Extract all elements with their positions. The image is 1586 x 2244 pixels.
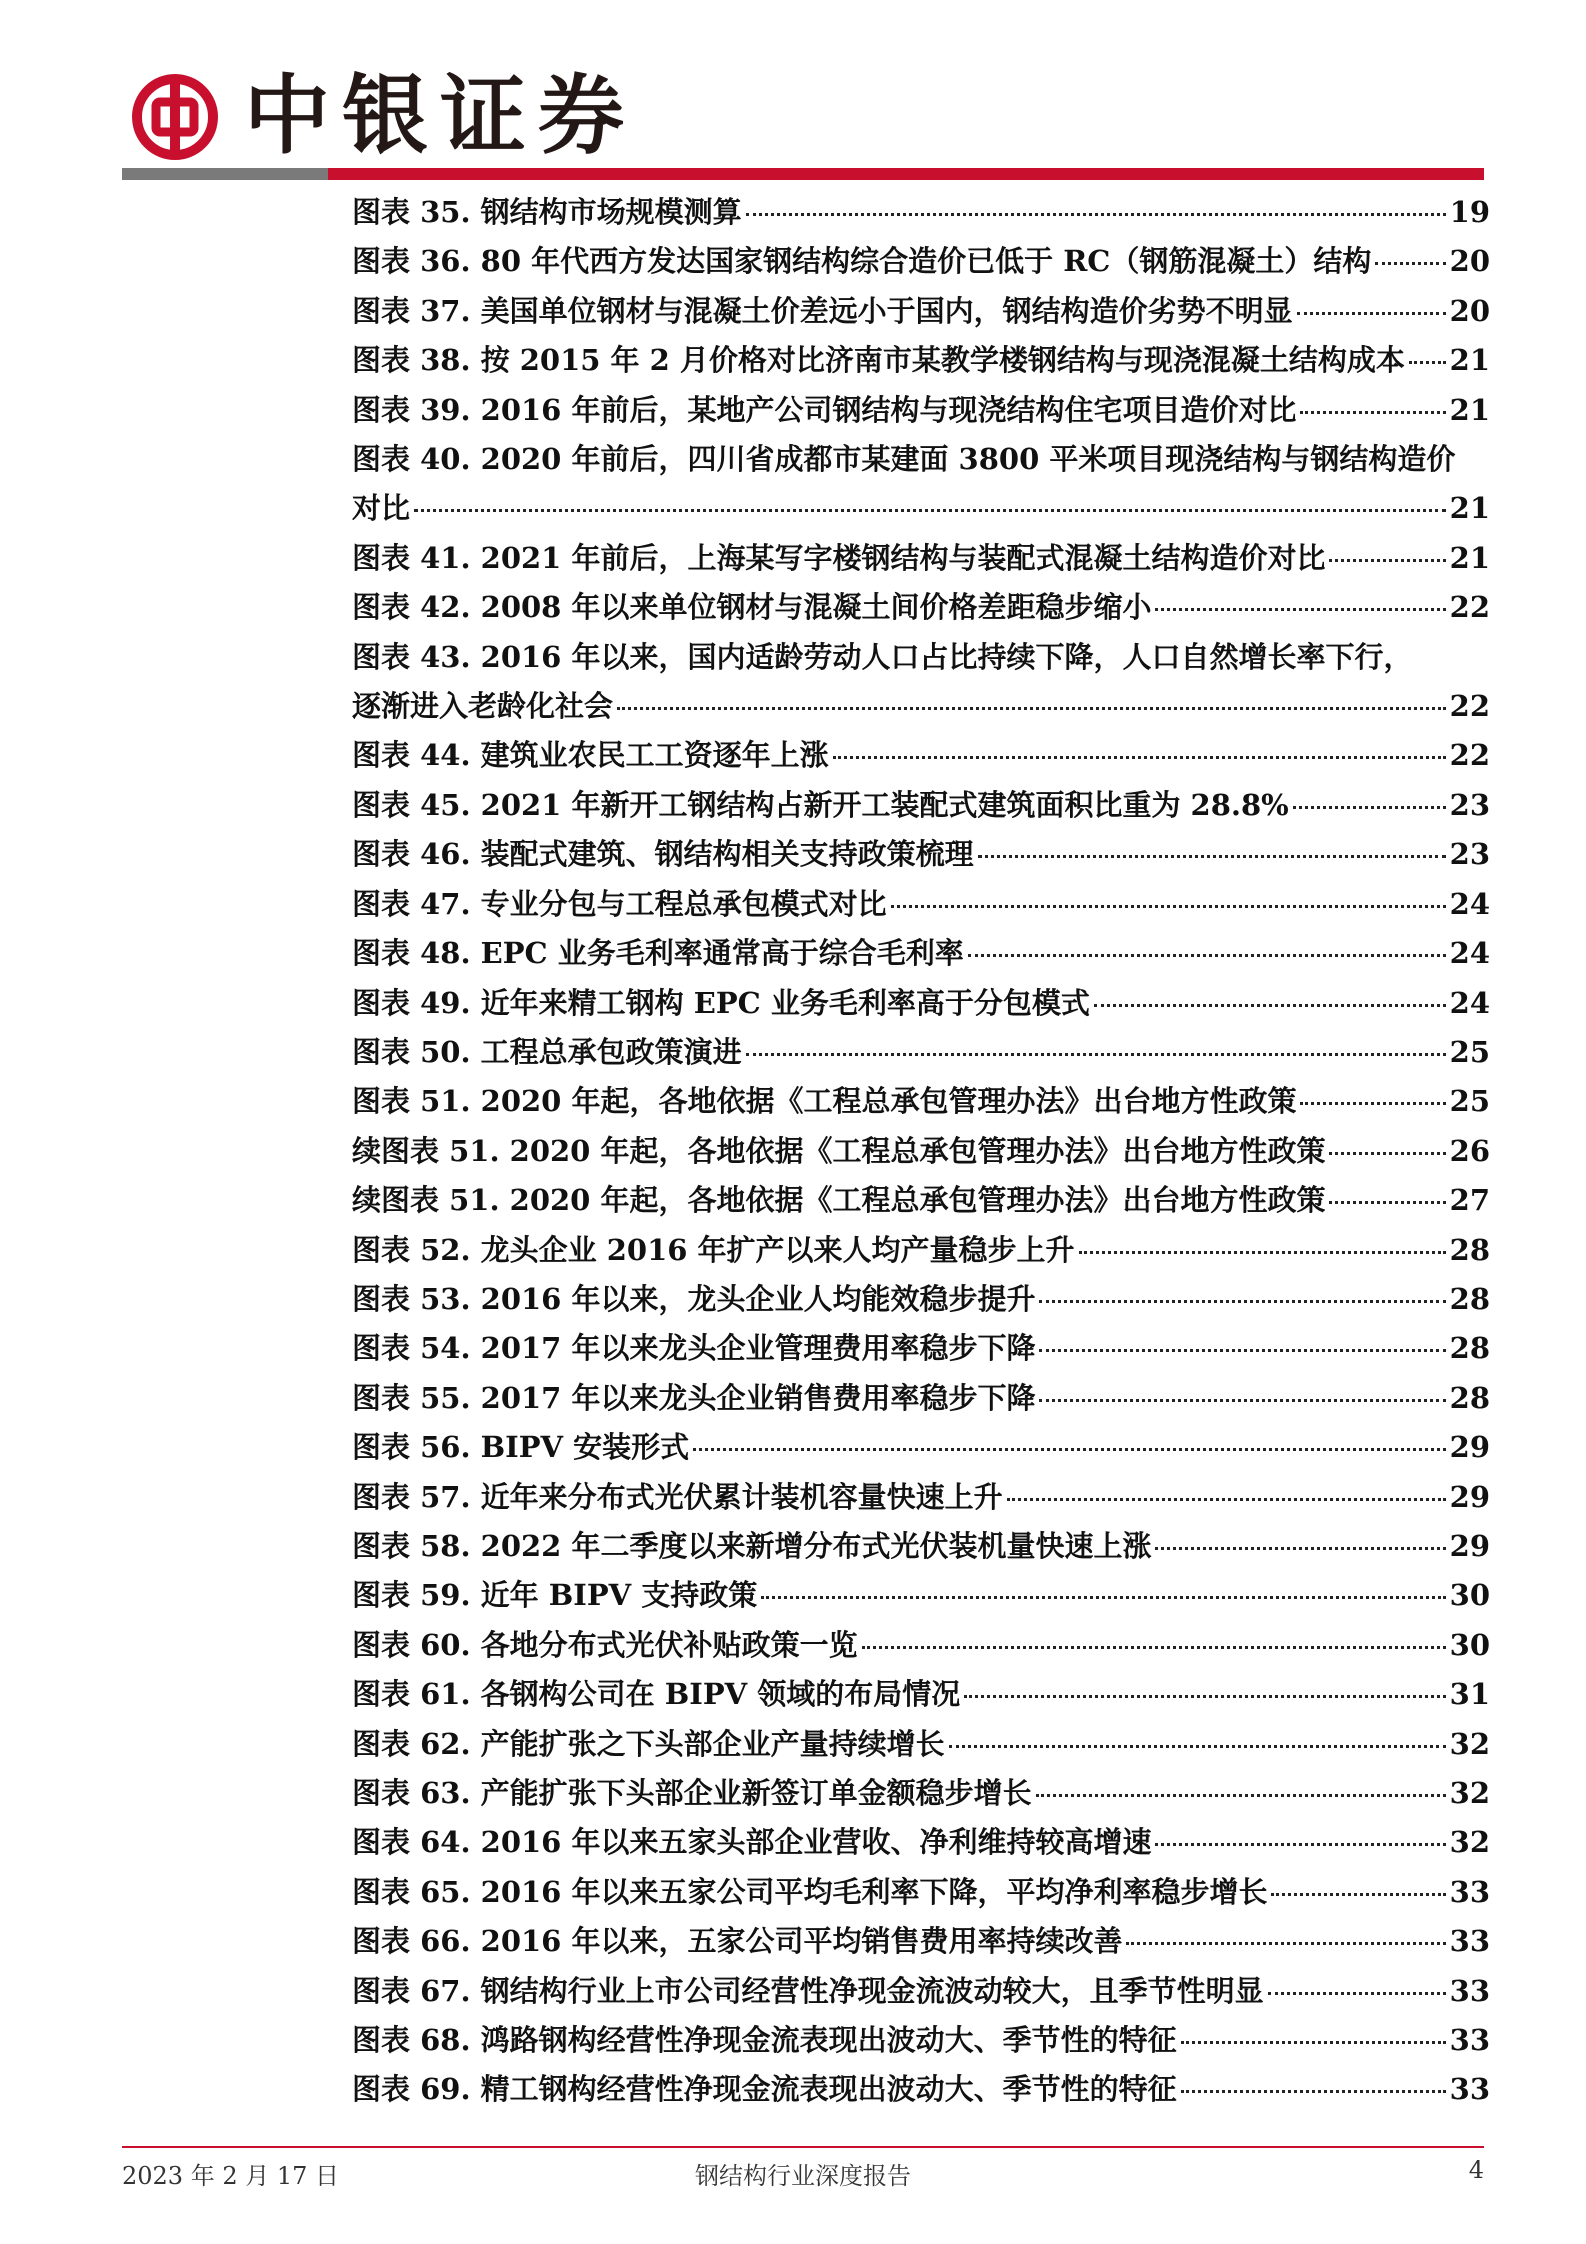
toc-page-number: 26 (1449, 1133, 1490, 1168)
toc-dot-leader (746, 1053, 1446, 1056)
toc-entry-label: 图表 55. 2017 年以来龙头企业销售费用率稳步下降 (352, 1380, 1036, 1415)
toc-page-number: 33 (1449, 1924, 1490, 1959)
toc-page-number: 21 (1449, 540, 1490, 575)
toc-page-number: 29 (1449, 1528, 1490, 1563)
toc-entry-label: 图表 42. 2008 年以来单位钢材与混凝土间价格差距稳步缩小 (352, 590, 1152, 625)
toc-entry[interactable] (352, 979, 1490, 1028)
toc-entry-label-continued: 逐渐进入老龄化社会 (352, 689, 614, 724)
toc-entry-label: 图表 52. 龙头企业 2016 年扩产以来人均产量稳步上升 (352, 1232, 1075, 1267)
toc-entry-label: 图表 60. 各地分布式光伏补贴政策一览 (352, 1627, 858, 1662)
toc-dot-leader (1271, 1893, 1445, 1896)
toc-page-number: 22 (1449, 590, 1490, 625)
toc-page-number: 25 (1449, 1084, 1490, 1119)
toc-dot-leader (1155, 608, 1445, 611)
toc-dot-leader (1375, 262, 1445, 265)
toc-dot-leader (1036, 1794, 1446, 1797)
toc-entry[interactable] (352, 880, 1490, 929)
toc-page-number: 22 (1449, 738, 1490, 773)
toc-entry-label: 图表 67. 钢结构行业上市公司经营性净现金流波动较大，且季节性明显 (352, 1973, 1264, 2008)
toc-dot-leader (1126, 1942, 1445, 1945)
toc-entry[interactable] (352, 386, 1490, 435)
toc-dot-leader (1079, 1251, 1446, 1254)
toc-entry-label: 图表 47. 专业分包与工程总承包模式对比 (352, 886, 887, 921)
toc-dot-leader (1300, 1102, 1445, 1105)
toc-page-number: 28 (1449, 1281, 1490, 1316)
toc-dot-leader (833, 756, 1446, 759)
toc-dot-leader (1155, 1547, 1445, 1550)
toc-page-number: 33 (1449, 2023, 1490, 2058)
toc-entry-label: 图表 37. 美国单位钢材与混凝土价差远小于国内，钢结构造价劣势不明显 (352, 293, 1293, 328)
toc-entry-label: 续图表 51. 2020 年起，各地依据《工程总承包管理办法》出台地方性政策 (352, 1133, 1326, 1168)
toc-entry[interactable] (352, 534, 1490, 583)
toc-entry-label: 图表 39. 2016 年前后，某地产公司钢结构与现浇结构住宅项目造价对比 (352, 392, 1297, 427)
toc-entry[interactable] (352, 1423, 1490, 1472)
toc-dot-leader (964, 1695, 1445, 1698)
toc-entry[interactable] (352, 929, 1490, 978)
page-footer (122, 2156, 1484, 2196)
toc-entry[interactable] (352, 1769, 1490, 1818)
toc-dot-leader (1329, 559, 1445, 562)
toc-page-number: 28 (1449, 1232, 1490, 1267)
toc-dot-leader (1329, 1201, 1445, 1204)
toc-page-number: 24 (1449, 886, 1490, 921)
toc-entry[interactable] (352, 1374, 1490, 1423)
toc-entry-label: 图表 61. 各钢构公司在 BIPV 领域的布局情况 (352, 1677, 961, 1712)
toc-page-number: 24 (1449, 985, 1490, 1020)
toc-entry[interactable] (352, 1473, 1490, 1522)
toc-entry[interactable] (352, 1127, 1490, 1176)
toc-dot-leader (891, 905, 1446, 908)
toc-entry-label: 图表 45. 2021 年新开工钢结构占新开工装配式建筑面积比重为 28.8% (352, 787, 1289, 822)
bank-of-china-logo-icon (132, 74, 218, 160)
footer-report-title: 钢结构行业深度报告 (695, 2162, 911, 2190)
toc-entry[interactable] (352, 1077, 1490, 1126)
toc-page-number: 21 (1449, 491, 1490, 526)
toc-dot-leader (1181, 2041, 1446, 2044)
toc-page-number: 21 (1449, 392, 1490, 427)
toc-page-number: 25 (1449, 1034, 1490, 1069)
toc-entry[interactable] (352, 336, 1490, 385)
toc-entry-label: 图表 66. 2016 年以来，五家公司平均销售费用率持续改善 (352, 1924, 1123, 1959)
toc-entry-label: 图表 44. 建筑业农民工工资逐年上涨 (352, 738, 829, 773)
toc-page-number: 33 (1449, 2072, 1490, 2107)
header-divider (122, 168, 1484, 180)
toc-page-number: 33 (1449, 1874, 1490, 1909)
toc-page-number: 19 (1449, 195, 1490, 229)
toc-page-number: 28 (1449, 1380, 1490, 1415)
toc-entry-label: 图表 40. 2020 年前后，四川省成都市某建面 3800 平米项目现浇结构与钢结构造价 (352, 442, 1456, 477)
toc-dot-leader (1181, 2090, 1446, 2093)
toc-dot-leader (1039, 1399, 1445, 1402)
toc-dot-leader (414, 509, 1446, 512)
toc-dot-leader (1293, 806, 1446, 809)
toc-entry[interactable] (352, 237, 1490, 286)
toc-entry-label: 续图表 51. 2020 年起，各地依据《工程总承包管理办法》出台地方性政策 (352, 1183, 1326, 1218)
toc-entry-label: 图表 57. 近年来分布式光伏累计装机容量快速上升 (352, 1479, 1003, 1514)
toc-entry[interactable] (352, 1818, 1490, 1867)
toc-entry[interactable] (352, 1621, 1490, 1670)
toc-entry[interactable] (352, 1917, 1490, 1966)
toc-entry[interactable] (352, 1571, 1490, 1620)
toc-page-number: 23 (1449, 837, 1490, 872)
toc-entry-label: 图表 50. 工程总承包政策演进 (352, 1034, 742, 1069)
toc-entry[interactable] (352, 1324, 1490, 1373)
toc-entry[interactable] (352, 830, 1490, 879)
toc-page-number: 28 (1449, 1331, 1490, 1366)
toc-dot-leader (862, 1646, 1446, 1649)
toc-entry[interactable] (352, 731, 1490, 780)
brand-name: 中银证券 (244, 66, 636, 166)
toc-entry-label: 图表 49. 近年来精工钢构 EPC 业务毛利率高于分包模式 (352, 985, 1090, 1020)
toc-dot-leader (746, 213, 1446, 216)
toc-dot-leader (949, 1745, 1446, 1748)
toc-entry-label: 图表 51. 2020 年起，各地依据《工程总承包管理办法》出台地方性政策 (352, 1084, 1297, 1119)
toc-page-number: 32 (1449, 1726, 1490, 1761)
toc-dot-leader (1094, 1004, 1446, 1007)
toc-entry-label: 图表 53. 2016 年以来，龙头企业人均能效稳步提升 (352, 1281, 1036, 1316)
toc-dot-leader (693, 1448, 1446, 1451)
footer-divider (122, 2146, 1484, 2148)
toc-dot-leader (1300, 411, 1445, 414)
toc-entry[interactable] (352, 435, 1490, 534)
footer-page-number: 4 (1468, 2156, 1484, 2184)
toc-page-number: 23 (1449, 787, 1490, 822)
toc-entry[interactable] (352, 633, 1490, 732)
toc-page-number: 31 (1449, 1677, 1490, 1712)
toc-entry-label: 图表 43. 2016 年以来，国内适龄劳动人口占比持续下降，人口自然增长率下行， (352, 639, 1413, 674)
toc-entry-label: 图表 62. 产能扩张之下头部企业产量持续增长 (352, 1726, 945, 1761)
toc-entry-label: 图表 65. 2016 年以来五家公司平均毛利率下降，平均净利率稳步增长 (352, 1874, 1268, 1909)
toc-entry[interactable] (352, 1226, 1490, 1275)
toc-dot-leader (1039, 1300, 1445, 1303)
toc-entry-label: 图表 36. 80 年代西方发达国家钢结构综合造价已低于 RC（钢筋混凝土）结构 (352, 244, 1372, 279)
toc-page-number: 29 (1449, 1479, 1490, 1514)
toc-entry-label: 图表 35. 钢结构市场规模测算 (352, 195, 742, 229)
toc-dot-leader (978, 855, 1446, 858)
toc-entry[interactable] (352, 2016, 1490, 2065)
toc-entry-label: 图表 64. 2016 年以来五家头部企业营收、净利维持较高增速 (352, 1825, 1152, 1860)
toc-entry[interactable] (352, 1967, 1490, 2016)
toc-dot-leader (968, 954, 1446, 957)
toc-page-number: 21 (1449, 343, 1490, 378)
toc-dot-leader (617, 707, 1446, 710)
toc-entry[interactable] (352, 188, 1490, 237)
toc-entry[interactable] (352, 1028, 1490, 1077)
toc-dot-leader (761, 1596, 1445, 1599)
toc-page-number: 20 (1449, 244, 1490, 279)
toc-entry[interactable] (352, 1275, 1490, 1324)
toc-dot-leader (1007, 1498, 1446, 1501)
toc-page-number: 27 (1449, 1183, 1490, 1218)
toc-dot-leader (1329, 1152, 1445, 1155)
toc-page-number: 24 (1449, 936, 1490, 971)
toc-page-number: 32 (1449, 1776, 1490, 1810)
toc-entry-label: 图表 38. 按 2015 年 2 月价格对比济南市某教学楼钢结构与现浇混凝土结构成本 (352, 343, 1405, 378)
toc-entry[interactable] (352, 1720, 1490, 1769)
toc-dot-leader (1297, 312, 1446, 315)
toc-page-number: 29 (1449, 1430, 1490, 1465)
toc-entry[interactable] (352, 287, 1490, 336)
toc-entry-label: 图表 69. 精工钢构经营性净现金流表现出波动大、季节性的特征 (352, 2072, 1177, 2107)
toc-entry[interactable] (352, 583, 1490, 632)
toc-dot-leader (1155, 1843, 1445, 1846)
toc-page-number: 30 (1449, 1627, 1490, 1662)
table-of-figures (352, 188, 1490, 2115)
toc-entry-label: 图表 59. 近年 BIPV 支持政策 (352, 1578, 758, 1613)
toc-entry-label: 图表 41. 2021 年前后，上海某写字楼钢结构与装配式混凝土结构造价对比 (352, 540, 1326, 575)
toc-dot-leader (1039, 1349, 1445, 1352)
toc-entry[interactable] (352, 1176, 1490, 1225)
toc-entry-label-continued: 对比 (352, 491, 411, 526)
footer-date: 2023 年 2 月 17 日 (122, 2162, 340, 2190)
toc-entry-label: 图表 46. 装配式建筑、钢结构相关支持政策梳理 (352, 837, 974, 872)
toc-entry-label: 图表 63. 产能扩张下头部企业新签订单金额稳步增长 (352, 1776, 1032, 1810)
toc-entry[interactable] (352, 1522, 1490, 1571)
toc-dot-leader (1409, 361, 1446, 364)
toc-entry[interactable] (352, 1670, 1490, 1719)
toc-page-number: 22 (1449, 689, 1490, 724)
toc-page-number: 20 (1449, 293, 1490, 328)
toc-entry[interactable] (352, 1868, 1490, 1917)
toc-page-number: 32 (1449, 1825, 1490, 1860)
toc-entry[interactable] (352, 781, 1490, 830)
toc-entry-label: 图表 68. 鸿路钢构经营性净现金流表现出波动大、季节性的特征 (352, 2023, 1177, 2058)
toc-entry-label: 图表 56. BIPV 安装形式 (352, 1430, 690, 1465)
toc-entry-label: 图表 58. 2022 年二季度以来新增分布式光伏装机量快速上涨 (352, 1528, 1152, 1563)
toc-entry-label: 图表 54. 2017 年以来龙头企业管理费用率稳步下降 (352, 1331, 1036, 1366)
page-header (124, 52, 1484, 172)
toc-dot-leader (1268, 1992, 1446, 1995)
toc-page-number: 33 (1449, 1973, 1490, 2008)
toc-entry[interactable] (352, 2065, 1490, 2114)
toc-entry-label: 图表 48. EPC 业务毛利率通常高于综合毛利率 (352, 936, 964, 971)
toc-page-number: 30 (1449, 1578, 1490, 1613)
